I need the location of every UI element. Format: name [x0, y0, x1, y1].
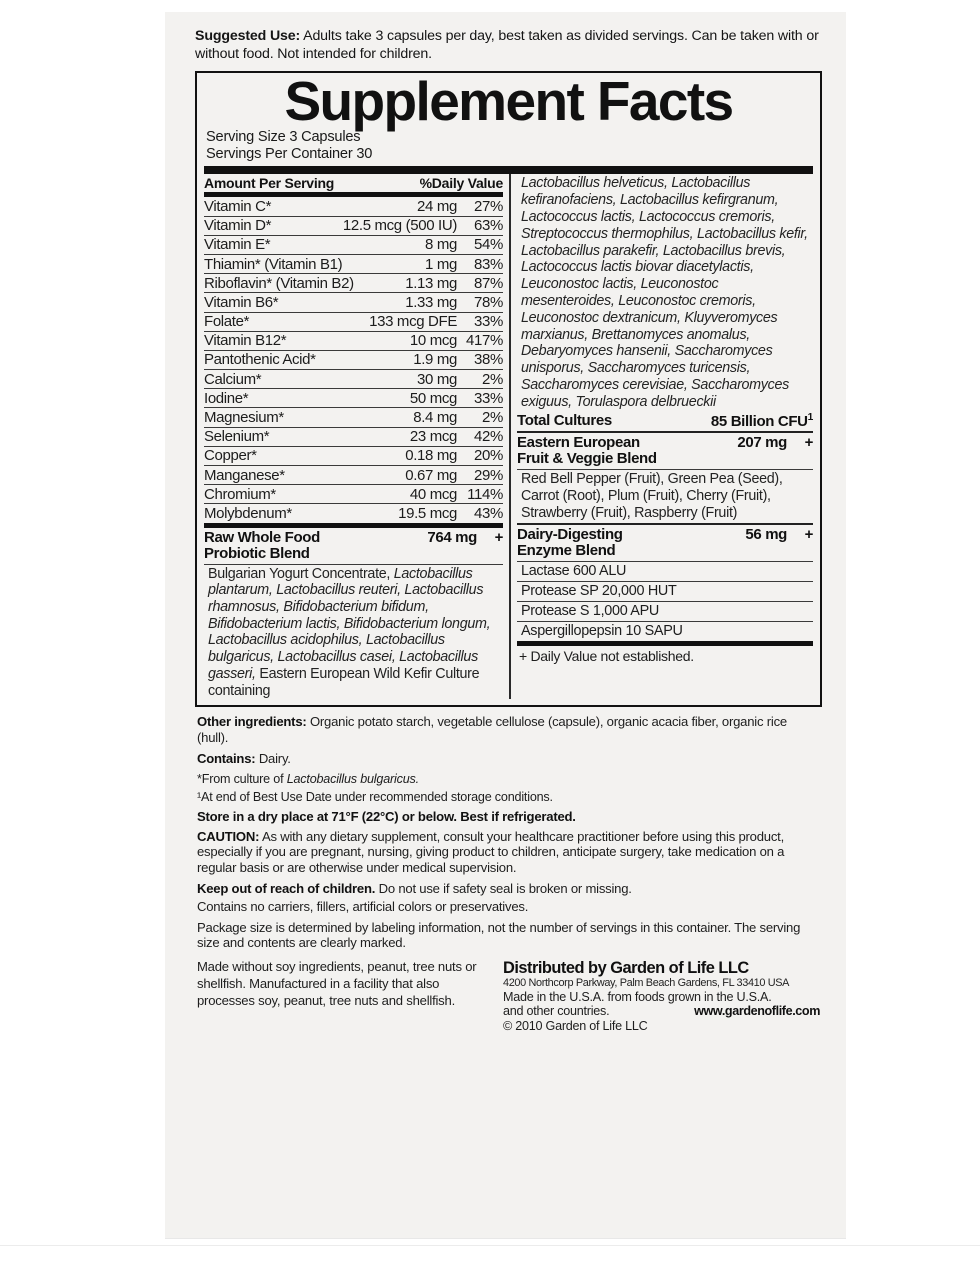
enzyme-list: [517, 561, 813, 641]
nutrient-daily-value: 2%: [482, 409, 503, 427]
nutrient-name: Iodine*: [204, 389, 249, 407]
table-row: [204, 447, 503, 465]
nutrient-amount: 19.5 mcg: [398, 504, 457, 522]
nutrient-table: [204, 197, 503, 522]
probiotic-ingredients-end: Eastern European Wild Kefir Culture containing: [208, 665, 480, 699]
column-divider: [509, 174, 511, 699]
list-item: Lactase 600 ALU: [521, 563, 627, 580]
website-link[interactable]: www.gardenoflife.com: [694, 1004, 820, 1019]
table-row: [204, 313, 503, 331]
table-row: [204, 370, 503, 388]
nutrient-amount: 0.18 mg: [405, 447, 457, 465]
from-culture-prefix: *From culture of: [197, 771, 287, 786]
nutrient-daily-value: 33%: [474, 389, 503, 407]
enzyme-blend-name-line1: Dairy-Digesting: [517, 525, 623, 543]
nutrient-amount: 23 mcg: [409, 428, 457, 446]
contains-label: Contains:: [197, 750, 256, 766]
fruit-veggie-blend-header: [517, 433, 813, 469]
caution-statement: [197, 829, 818, 876]
total-cultures-label: Total Cultures: [517, 411, 612, 429]
table-row: [204, 332, 503, 350]
caution-label: CAUTION:: [197, 828, 260, 844]
enzyme-blend-name-line2: Enzyme Blend: [517, 542, 616, 560]
nutrient-name: Vitamin B12*: [204, 332, 287, 350]
nutrient-amount: 12.5 mcg (500 IU): [342, 217, 457, 235]
nutrient-name: Manganese*: [204, 466, 285, 484]
label-footer: [197, 714, 828, 951]
from-culture-note: [197, 772, 818, 787]
table-row: [204, 274, 503, 292]
nutrient-amount: 8.4 mg: [413, 409, 457, 427]
nutrient-name: Copper*: [204, 447, 257, 465]
nutrient-daily-value: 43%: [474, 504, 503, 522]
distributor-address: 4200 Northcorp Parkway, Palm Beach Gardens, FL 33410 USA: [503, 977, 790, 990]
enzyme-blend-amount: 56 mg: [745, 525, 787, 543]
total-cultures-footnote-marker: 1: [807, 411, 813, 423]
amount-per-serving-header: Amount Per Serving: [204, 175, 335, 192]
contains-text: Dairy.: [255, 750, 291, 766]
table-row: [204, 197, 503, 215]
table-row: [204, 389, 503, 407]
and-other-countries: and other countries.: [503, 1004, 610, 1019]
nutrient-amount: 0.67 mg: [405, 466, 457, 484]
suggested-use-label: Suggested Use:: [195, 28, 301, 44]
best-use-date-note: ¹At end of Best Use Date under recommended storage conditions.: [197, 790, 553, 805]
nutrient-name: Vitamin D*: [204, 217, 272, 235]
made-in-statement: Made in the U.S.A. from foods grown in the U.S.A.: [503, 989, 772, 1004]
table-row: [204, 351, 503, 369]
nutrient-amount: 1.9 mg: [413, 351, 457, 369]
nutrient-daily-value: 54%: [474, 236, 503, 254]
page-title: Supplement Facts: [284, 69, 733, 132]
nutrient-name: Pantothenic Acid*: [204, 351, 316, 369]
nutrient-daily-value: 87%: [474, 274, 503, 292]
distributor-block: [497, 959, 820, 1034]
facts-right-column: [517, 174, 813, 699]
list-item: Protease S 1,000 APU: [521, 603, 659, 620]
daily-value-note: + Daily Value not established.: [519, 647, 694, 664]
nutrient-daily-value: 63%: [474, 217, 503, 235]
servings-per-container: Servings Per Container 30: [206, 145, 373, 162]
nutrient-daily-value: 29%: [474, 466, 503, 484]
table-row: [204, 255, 503, 273]
nutrient-name: Calcium*: [204, 370, 262, 388]
other-ingredients-text: Organic potato starch, vegetable cellulose (capsule), organic acacia fiber, organic rice (hull).: [197, 714, 787, 746]
list-item: Protease SP 20,000 HUT: [521, 583, 677, 600]
distributor-title: Distributed by Garden of Life LLC: [503, 959, 749, 978]
probiotic-blend-name-line2: Probiotic Blend: [204, 545, 310, 563]
nutrient-daily-value: 78%: [474, 293, 503, 311]
probiotic-blend-ingredients: [204, 565, 503, 700]
fruit-veggie-name-line1: Eastern European: [517, 433, 640, 451]
nutrient-daily-value: 38%: [474, 351, 503, 369]
serving-info: [204, 129, 813, 162]
nutrient-daily-value: 42%: [474, 428, 503, 446]
nutrient-name: Vitamin B6*: [204, 293, 279, 311]
table-row: [204, 236, 503, 254]
other-ingredients: [197, 714, 818, 746]
kefir-culture-species-list: Lactobacillus helveticus, Lactobacillus kefiranofaciens, Lactobacillus kefirgranum, Lactococcus lactis, Lactococcus cremoris, Streptococcus thermophilus, Lactobacillus kefir, Lactobacillus parakefir, Lactobacillus brevis, Lactococcus lactis biovar diacetylactis, Leuconostoc lactis, Leuconostoc mesenteroides, Leuconostoc cremoris, Leuconostoc dextranicum, Kluyveromyces marxianus, Brettanomyces anomalus, Debaryomyces hansenii, Saccharomyces unisporus, Saccharomyces turicensis, Saccharomyces cerevisiae, Saccharomyces exiguus, Torulaspora delbrueckii: [521, 175, 808, 410]
nutrient-name: Thiamin* (Vitamin B1): [204, 255, 343, 273]
distributor-website-row: [503, 1004, 820, 1019]
serving-size: Serving Size 3 Capsules: [206, 129, 361, 146]
label-bottom-block: [197, 959, 828, 1034]
enzyme-blend-header: [517, 525, 813, 561]
nutrient-name: Folate*: [204, 313, 250, 331]
keep-out-of-reach: [197, 881, 818, 897]
nutrient-amount: 30 mg: [417, 370, 457, 388]
facts-left-column: [204, 174, 509, 699]
total-cultures-row: [517, 411, 813, 431]
other-ingredients-label: Other ingredients:: [197, 714, 307, 730]
supplement-facts-panel: [195, 71, 822, 708]
allergen-statement: Made without soy ingredients, peanut, tree nuts or shellfish. Manufactured in a facility that also processes soy, peanut, tree nuts and shellfish.: [197, 959, 477, 1008]
fruit-veggie-ingredients: Red Bell Pepper (Fruit), Green Pea (Seed), Carrot (Root), Plum (Fruit), Cherry (Fruit), Strawberry (Fruit), Raspberry (Fruit): [521, 470, 783, 521]
copyright-notice: © 2010 Garden of Life LLC: [503, 1019, 648, 1034]
table-row: [204, 504, 503, 522]
nutrient-amount: 1.33 mg: [405, 293, 457, 311]
table-row: [204, 293, 503, 311]
nutrient-amount: 1 mg: [425, 255, 457, 273]
nutrient-amount: 1.13 mg: [405, 274, 457, 292]
fruit-veggie-amount: 207 mg: [737, 433, 787, 451]
fruit-veggie-dv: +: [804, 433, 813, 451]
suggested-use-text: [195, 28, 828, 64]
nutrient-name: Riboflavin* (Vitamin B2): [204, 274, 354, 292]
nutrient-amount: 133 mcg DFE: [369, 313, 457, 331]
nutrient-name: Selenium*: [204, 428, 270, 446]
supplement-label-card: [165, 12, 846, 1238]
caution-text: As with any dietary supplement, consult your healthcare practitioner before using this product, especially if you are pregnant, nursing, giving product to children, anticipate surgery, take medication on a regular basis or are otherwise under medical supervision.: [197, 828, 785, 876]
nutrient-amount: 40 mcg: [409, 485, 457, 503]
suggested-use-body: Adults take 3 capsules per day, best taken as divided servings. Can be taken with or without food. Not intended for children.: [195, 28, 819, 62]
nutrient-name: Chromium*: [204, 485, 276, 503]
probiotic-blend-amount: 764 mg: [427, 528, 477, 546]
storage-instructions: Store in a dry place at 71°F (22°C) or below. Best if refrigerated.: [197, 808, 576, 824]
nutrient-daily-value: 2%: [482, 370, 503, 388]
nutrient-name: Vitamin E*: [204, 236, 271, 254]
nutrient-amount: 8 mg: [425, 236, 457, 254]
nutrient-name: Magnesium*: [204, 409, 284, 427]
table-row: [204, 217, 503, 235]
table-header-row: [204, 174, 503, 192]
nutrient-daily-value: 83%: [474, 255, 503, 273]
enzyme-blend-dv: +: [804, 525, 813, 543]
fruit-veggie-name-line2: Fruit & Veggie Blend: [517, 450, 657, 468]
table-row: [204, 466, 503, 484]
daily-value-header: %Daily Value: [419, 175, 503, 192]
table-row: [204, 428, 503, 446]
nutrient-daily-value: 27%: [474, 197, 503, 215]
keep-out-label: Keep out of reach of children.: [197, 881, 376, 896]
nutrient-amount: 50 mcg: [409, 389, 457, 407]
nutrient-amount: 24 mg: [417, 197, 457, 215]
probiotic-blend-dv: +: [494, 528, 503, 546]
keep-out-text: Do not use if safety seal is broken or missing.: [375, 881, 632, 896]
nutrient-amount: 10 mcg: [409, 332, 457, 350]
nutrient-name: Vitamin C*: [204, 197, 272, 215]
nutrient-daily-value: 33%: [474, 313, 503, 331]
table-row: [204, 408, 503, 426]
facts-columns: [204, 174, 813, 699]
package-size-statement: Package size is determined by labeling information, not the number of servings in this container. The serving size and contents are clearly marked.: [197, 919, 801, 951]
page-bottom-divider: [0, 1245, 980, 1246]
table-row: [204, 485, 503, 503]
nutrient-daily-value: 20%: [474, 447, 503, 465]
probiotic-blend-header: [204, 528, 503, 564]
probiotic-ingredients-species: Lactobacillus plantarum, Lactobacillus reuteri, Lactobacillus rhamnosus, Bifidobacterium bifidum, Bifidobacterium lactis, Bifidobacterium longum, Lactobacillus acidophilus, Lactobacillus bulgaricus, Lactobacillus casei, Lactobacillus gasseri,: [208, 565, 491, 682]
nutrient-daily-value: 114%: [467, 485, 503, 503]
nutrient-daily-value: 417%: [466, 332, 503, 350]
divider-thick-top: [204, 166, 813, 174]
list-item: Aspergillopepsin 10 SAPU: [521, 623, 683, 640]
no-carriers-statement: Contains no carriers, fillers, artificial colors or preservatives.: [197, 898, 529, 914]
from-culture-species: Lactobacillus bulgaricus.: [286, 771, 419, 786]
contains-statement: [197, 751, 818, 767]
nutrient-name: Molybdenum*: [204, 504, 292, 522]
probiotic-ingredients-start: Bulgarian Yogurt Concentrate,: [208, 565, 394, 582]
total-cultures-value: 85 Billion CFU$^1$: [710, 411, 813, 430]
probiotic-blend-name-line1: Raw Whole Food: [204, 528, 320, 546]
